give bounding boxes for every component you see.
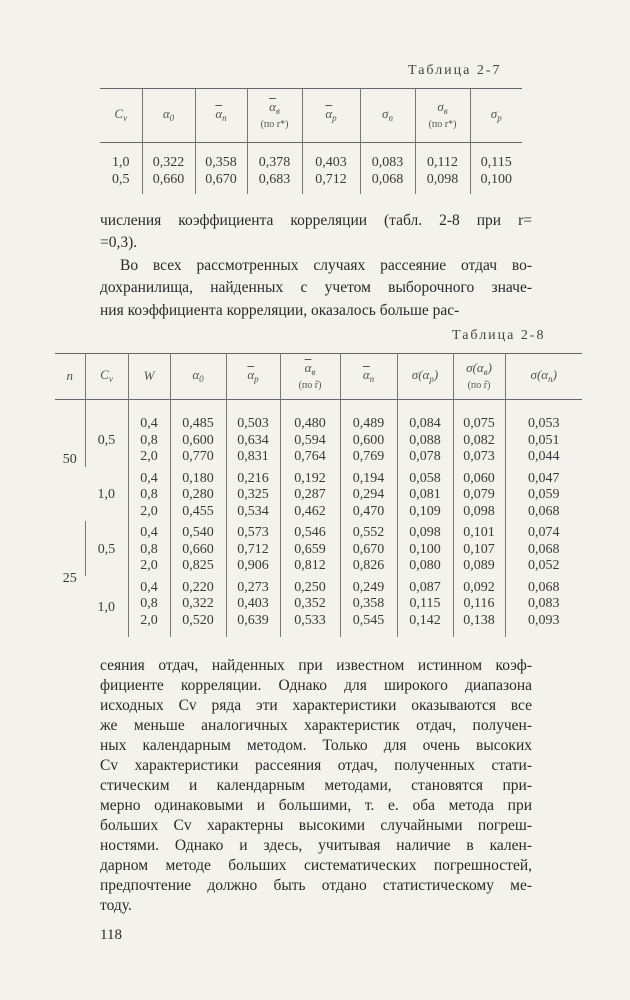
header-symbol: σ — [382, 105, 389, 121]
cell-value: 0,712 — [237, 541, 269, 557]
table-cell — [170, 521, 226, 576]
cell-value: 0,100 — [409, 541, 441, 557]
table-cell — [170, 400, 226, 467]
cell-value: 0,081 — [409, 487, 441, 502]
header-symbol: $\overline{\alpha}$ — [362, 366, 370, 382]
table-cell — [226, 467, 280, 522]
cell-value: 0,403 — [237, 596, 269, 611]
cell-value: 0,8 — [140, 596, 158, 611]
cv-cell — [85, 467, 128, 522]
table-cell — [397, 400, 453, 467]
text-line: же меньше аналогичных характеристик отдач, получен- — [100, 717, 532, 734]
cell-value: 0,403 — [315, 155, 347, 170]
header-subscript: в — [443, 105, 448, 116]
cell-value: 0,083 — [371, 155, 404, 170]
header-subscript: в — [483, 366, 488, 377]
cell-value: 0,358 — [205, 155, 237, 170]
cell-value: 0,520 — [182, 612, 214, 628]
cell-value: 0,089 — [463, 558, 495, 573]
cell-value: 0,287 — [294, 487, 326, 502]
cell-value: 0,107 — [463, 541, 495, 557]
header-symbol: α — [162, 105, 170, 121]
header-symbol: $\overline{\alpha}$ — [304, 359, 312, 375]
header-subscript: 0 — [169, 112, 175, 123]
cv-value: 1,0 — [97, 487, 115, 502]
cell-value: 0,4 — [140, 416, 158, 431]
cell-value: 0,216 — [237, 470, 269, 486]
column-header — [170, 354, 226, 400]
column-header — [505, 354, 582, 400]
cell-value: 0,812 — [294, 558, 326, 573]
text-line: ностями. Однако и здесь, учитывая наличие в кален- — [100, 837, 532, 854]
header-close: ) — [433, 366, 439, 382]
cell-value: 0,660 — [152, 171, 185, 187]
cell-value: 0,068 — [528, 541, 560, 557]
cell-value: 0,325 — [237, 487, 269, 502]
cell-value: 0,109 — [409, 503, 441, 519]
text-line: числения коэффициента корреляции (табл. 2-8 при r= — [100, 212, 532, 229]
table-cell — [280, 576, 340, 638]
cell-value: 0,540 — [182, 525, 214, 540]
cell-value: 0,068 — [528, 579, 560, 595]
cell-value: 0,462 — [294, 503, 326, 519]
column-header — [195, 89, 247, 143]
cell-value: 0,5 — [112, 171, 130, 187]
cell-value: 0,600 — [182, 432, 214, 448]
cell-value: 0,115 — [409, 596, 441, 611]
text-line: исходных Cv ряда эти характеристики оказываются все — [100, 697, 532, 714]
table-cell — [280, 521, 340, 576]
header-symbol: n — [66, 368, 73, 383]
cv-value: 0,5 — [97, 433, 116, 448]
cell-value: 0,220 — [182, 579, 214, 595]
table-row-group — [55, 400, 582, 467]
header-symbol: α — [192, 366, 200, 382]
column-header — [142, 89, 195, 143]
cell-value: 0,192 — [294, 470, 326, 486]
header-symbol: σ(α — [530, 366, 549, 382]
cell-value: 0,485 — [182, 416, 214, 431]
cell-value: 0,084 — [409, 416, 441, 431]
cell-value: 0,088 — [409, 432, 441, 448]
header-symbol: $\overline{\alpha}$ — [269, 98, 276, 114]
cell-value: 2,0 — [140, 612, 158, 628]
column-header — [55, 354, 85, 400]
cell-value: 1,0 — [112, 155, 130, 170]
cell-value: 0,639 — [237, 612, 269, 628]
cell-value: 0,825 — [182, 558, 214, 573]
header-note: (по r̂) — [467, 379, 491, 391]
cell-value: 0,068 — [528, 503, 560, 519]
cell-value: 0,078 — [409, 449, 441, 464]
header-subscript: р — [254, 373, 259, 384]
cell-value: 0,769 — [352, 449, 385, 464]
cell-value: 2,0 — [140, 449, 158, 464]
cv-value: 1,0 — [97, 599, 115, 615]
cell-value: 0,180 — [182, 470, 214, 486]
header-subscript: v — [123, 112, 128, 123]
cell-value: 0,322 — [182, 596, 214, 611]
text-line: Во всех рассмотренных случаях рассеяние отдач во- — [120, 257, 532, 274]
header-symbol: C — [100, 366, 109, 382]
cell-value: 0,093 — [528, 612, 560, 628]
header-subscript: п — [369, 373, 375, 384]
cell-value: 0,826 — [352, 558, 385, 573]
header-symbol: C — [114, 105, 124, 121]
cell-value: 0,092 — [463, 579, 495, 595]
cell-value: 0,378 — [258, 155, 291, 170]
text-line: Cv характеристики рассеяния отдач, полученных стати- — [100, 757, 532, 774]
table-row-group — [55, 576, 582, 638]
cell-value: 0,906 — [237, 558, 269, 573]
header-note: (по r*) — [260, 118, 289, 130]
cv-cell — [85, 576, 128, 638]
header-symbol: $\overline{\alpha}$ — [247, 366, 255, 382]
cell-value: 0,059 — [528, 487, 560, 502]
cell-value: 0,073 — [463, 449, 495, 464]
table-cell — [247, 143, 302, 195]
text-line: тоду. — [100, 897, 132, 914]
cell-value: 0,083 — [528, 596, 560, 611]
cell-value: 0,044 — [528, 449, 560, 464]
cell-value: 0,8 — [140, 432, 158, 448]
cell-value: 0,352 — [294, 596, 326, 611]
cell-value: 0,4 — [140, 525, 158, 540]
table-row-group — [55, 521, 582, 576]
cell-value: 0,098 — [463, 503, 495, 519]
n-cell — [55, 400, 85, 522]
cell-value: 0,764 — [294, 449, 326, 464]
text-line: дохранилища, найденных с учетом выборочного значе- — [100, 279, 532, 297]
cell-value: 0,068 — [371, 171, 404, 187]
column-header — [85, 354, 128, 400]
header-symbol: $\overline{\alpha}$ — [215, 105, 223, 121]
cell-value: 0,080 — [409, 558, 441, 573]
text-line: фициенте корреляции. Однако для широкого диапазона — [100, 677, 532, 694]
cell-value: 0,712 — [315, 171, 347, 187]
cell-value: 0,053 — [528, 416, 560, 431]
table-cell — [360, 143, 415, 195]
text-line: дарном методе больших систематических погрешностей, — [100, 857, 532, 874]
table-cell — [397, 521, 453, 576]
cell-value: 0,545 — [352, 612, 385, 628]
table-cell — [128, 521, 170, 576]
cell-value: 0,358 — [352, 596, 385, 611]
text-line: стическим и календарным методами, становятся при- — [100, 777, 532, 794]
cell-value: 0,600 — [352, 432, 385, 448]
cell-value: 0,138 — [463, 612, 495, 628]
column-header — [340, 354, 397, 400]
n-value: 50 — [62, 452, 77, 468]
column-header — [128, 354, 170, 400]
header-subscript: р — [332, 112, 337, 123]
header-symbol: W — [143, 368, 155, 383]
cell-value: 0,4 — [140, 470, 158, 486]
header-subscript: р — [497, 112, 502, 123]
table-cell — [128, 576, 170, 638]
column-header — [453, 354, 505, 400]
header-subscript: 0 — [199, 373, 204, 384]
cv-cell — [85, 400, 128, 467]
cell-value: 0,098 — [409, 525, 441, 540]
cell-value: 0,075 — [463, 416, 495, 431]
table-row — [100, 143, 522, 195]
column-header — [397, 354, 453, 400]
table-cell — [280, 400, 340, 467]
cell-value: 0,079 — [463, 487, 495, 502]
header-subscript: в — [311, 366, 316, 377]
column-header — [226, 354, 280, 400]
cv-cell — [85, 521, 128, 576]
table-cell — [302, 143, 360, 195]
text-line: ных календарным методом. Только для очень высоких — [100, 737, 532, 754]
header-symbol: σ(α — [411, 366, 430, 382]
cell-value: 0,489 — [352, 416, 385, 431]
cell-value: 0,294 — [352, 487, 385, 502]
table-cell — [280, 467, 340, 522]
header-subscript: п — [548, 373, 553, 384]
cell-value: 0,480 — [294, 416, 326, 431]
cell-value: 0,087 — [409, 579, 441, 595]
table-cell — [142, 143, 195, 195]
header-close: ) — [487, 359, 492, 375]
table-row-group — [55, 467, 582, 522]
cell-value: 0,116 — [463, 596, 495, 611]
table-cell — [128, 467, 170, 522]
column-header — [247, 89, 302, 143]
cell-value: 2,0 — [140, 558, 158, 573]
cell-value: 0,573 — [237, 525, 269, 540]
page-number: 118 — [100, 927, 122, 943]
table-cell — [453, 576, 505, 638]
header-subscript: в — [275, 105, 280, 116]
cell-value: 0,322 — [152, 155, 185, 170]
table-cell — [340, 467, 397, 522]
cell-value: 0,770 — [182, 449, 214, 464]
table-2-8 — [55, 353, 582, 637]
table-cell — [470, 143, 522, 195]
cell-value: 0,082 — [463, 432, 495, 448]
cell-value: 0,100 — [480, 171, 512, 187]
cell-value: 0,060 — [463, 470, 495, 486]
text-line: предпочтение должно быть отдано статистическому ме- — [100, 877, 532, 894]
header-subscript: v — [108, 373, 113, 384]
table-cell — [226, 576, 280, 638]
table-cell — [340, 521, 397, 576]
cell-value: 0,115 — [480, 155, 512, 170]
header-note: (по r̂) — [298, 379, 322, 391]
cell-value: 0,8 — [140, 487, 158, 502]
table-cell — [100, 143, 142, 195]
column-header — [280, 354, 340, 400]
cell-value: 0,455 — [182, 503, 214, 519]
cell-value: 0,659 — [294, 541, 326, 557]
cell-value: 0,546 — [294, 525, 326, 540]
cell-value: 0,051 — [528, 432, 560, 448]
cell-value: 0,683 — [258, 171, 291, 187]
header-subscript: п — [222, 112, 227, 123]
cell-value: 0,670 — [352, 541, 385, 557]
cell-value: 0,503 — [237, 416, 269, 431]
cell-value: 0,142 — [409, 612, 441, 628]
cell-value: 0,4 — [140, 579, 158, 595]
text-line: больших Cv характерны высокими случайными погреш- — [100, 817, 532, 834]
header-symbol: σ — [437, 98, 444, 114]
cell-value: 0,280 — [182, 487, 214, 502]
header-subscript: п — [388, 112, 393, 123]
cell-value: 0,074 — [528, 525, 560, 540]
cv-value: 0,5 — [97, 541, 116, 557]
table-cell — [505, 467, 582, 522]
cell-value: 0,194 — [352, 470, 385, 486]
column-header — [100, 89, 142, 143]
table-cell — [226, 400, 280, 467]
cell-value: 0,8 — [140, 541, 158, 557]
cell-value: 0,552 — [352, 525, 385, 540]
text-line: мерно одинаковыми и большими, т. е. оба метода при — [100, 797, 532, 814]
table-cell — [453, 521, 505, 576]
header-symbol: σ — [490, 105, 498, 121]
column-header — [415, 89, 470, 143]
table-cell — [340, 400, 397, 467]
header-note: (по r*) — [428, 118, 457, 130]
table-cell — [397, 576, 453, 638]
cell-value: 0,058 — [409, 470, 441, 486]
text-line: ния коэффициента корреляции, оказалось больше рас- — [100, 301, 460, 319]
cell-value: 0,249 — [352, 579, 385, 595]
n-cell — [55, 521, 85, 637]
table-cell — [170, 576, 226, 638]
header-symbol: σ(α — [466, 359, 484, 375]
cell-value: 0,047 — [528, 470, 560, 486]
table-cell — [170, 467, 226, 522]
table-cell — [505, 576, 582, 638]
n-value: 25 — [62, 570, 77, 586]
cell-value: 0,052 — [528, 558, 560, 573]
header-close: ) — [552, 366, 557, 382]
column-header — [470, 89, 522, 143]
cell-value: 0,594 — [294, 432, 326, 448]
table-2-7 — [100, 88, 522, 194]
table-2-7-caption: Таблица 2-7 — [408, 63, 502, 78]
text-line: сеяния отдач, найденных при известном истинном коэф- — [100, 657, 532, 674]
cell-value: 0,273 — [237, 579, 269, 595]
table-cell — [340, 576, 397, 638]
cell-value: 2,0 — [140, 503, 158, 519]
table-cell — [505, 400, 582, 467]
column-header — [360, 89, 415, 143]
table-cell — [453, 467, 505, 522]
column-header — [302, 89, 360, 143]
cell-value: 0,831 — [237, 449, 269, 464]
cell-value: 0,470 — [352, 503, 385, 519]
cell-value: 0,660 — [182, 541, 214, 557]
cell-value: 0,101 — [463, 525, 495, 540]
cell-value: 0,098 — [426, 171, 459, 187]
table-cell — [226, 521, 280, 576]
cell-value: 0,250 — [294, 579, 326, 595]
table-cell — [195, 143, 247, 195]
table-cell — [453, 400, 505, 467]
table-2-8-caption: Таблица 2-8 — [452, 328, 546, 343]
header-symbol: $\overline{\alpha}$ — [325, 105, 333, 121]
text-line: =0,3). — [100, 234, 138, 252]
cell-value: 0,634 — [237, 432, 269, 448]
table-cell — [128, 400, 170, 467]
table-cell — [397, 467, 453, 522]
cell-value: 0,112 — [427, 155, 458, 170]
table-cell — [415, 143, 470, 195]
cell-value: 0,670 — [205, 171, 237, 187]
cell-value: 0,534 — [237, 503, 269, 519]
cell-value: 0,533 — [294, 612, 326, 628]
header-subscript: р — [429, 373, 434, 384]
table-cell — [505, 521, 582, 576]
